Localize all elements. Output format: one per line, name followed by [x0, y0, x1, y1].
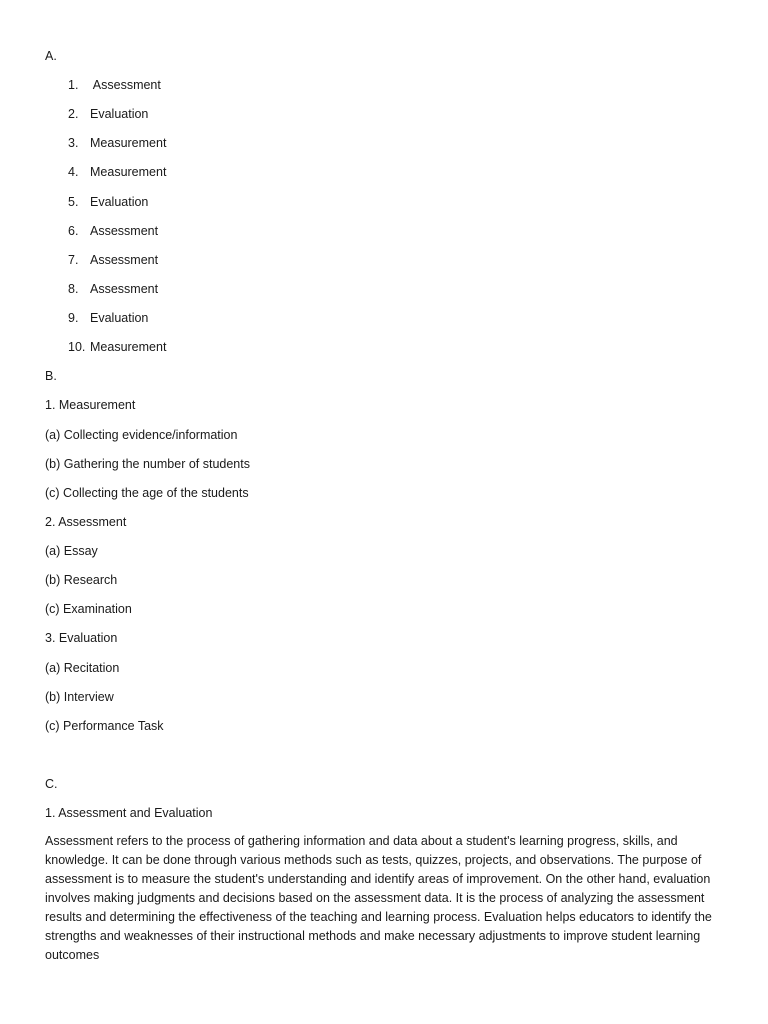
section-b-line: (a) Collecting evidence/information [45, 428, 238, 442]
section-c-paragraph: Assessment refers to the process of gathering information and data about a student's learning progress, skills, and knowledge. It can be done through various methods such as tests, quizzes, projects, and observations. The purpose of assessment is to measure the student's understanding and identify areas of improvement. On the other hand, evaluation involves making judgments and decisions based on the assessment data. It is the process of analyzing the assessment results and determining the effectiveness of the teaching and learning process. Evaluation helps educators to identify the strengths and weaknesses of their instructional methods and make necessary adjustments to improve student learning outcomes [45, 834, 712, 962]
list-item [68, 164, 166, 180]
list-item [68, 223, 158, 239]
list-item-text: Assessment [90, 78, 161, 92]
list-item-number: 9. [68, 311, 79, 325]
section-a-heading: A. [45, 49, 57, 63]
list-item-text: Measurement [90, 165, 167, 179]
section-b-line: (c) Collecting the age of the students [45, 486, 249, 500]
list-item-text: Evaluation [90, 195, 149, 209]
section-b-line: (c) Examination [45, 602, 132, 616]
section-b-line: (c) Performance Task [45, 719, 164, 733]
section-b-line: (b) Interview [45, 690, 114, 704]
list-item [68, 194, 148, 210]
list-item-number: 1. [68, 78, 79, 92]
list-item [68, 339, 166, 355]
section-b-line: (b) Research [45, 573, 118, 587]
section-b-line: (a) Essay [45, 544, 98, 558]
list-item [68, 77, 161, 93]
section-c-heading: C. [45, 777, 58, 791]
list-item [68, 310, 148, 326]
list-item-number: 5. [68, 195, 79, 209]
section-b-line: 3. Evaluation [45, 631, 118, 645]
list-item-number: 3. [68, 136, 79, 150]
list-item [68, 106, 148, 122]
section-c-subheading: 1. Assessment and Evaluation [45, 806, 213, 820]
section-b-line: (b) Gathering the number of students [45, 457, 250, 471]
list-item-text: Evaluation [90, 107, 149, 121]
list-item-text: Assessment [90, 253, 159, 267]
section-b-heading: B. [45, 369, 57, 383]
list-item [68, 135, 166, 151]
section-b-line: 1. Measurement [45, 398, 136, 412]
list-item-text: Assessment [90, 282, 159, 296]
section-b-line: (a) Recitation [45, 661, 120, 675]
section-b-line: 2. Assessment [45, 515, 127, 529]
list-item-text: Assessment [90, 224, 159, 238]
list-item-number: 2. [68, 107, 79, 121]
list-item-text: Evaluation [90, 311, 149, 325]
list-item-number: 7. [68, 253, 79, 267]
list-item-number: 4. [68, 165, 79, 179]
list-item [68, 252, 158, 268]
list-item-text: Measurement [90, 136, 167, 150]
list-item-text: Measurement [90, 340, 167, 354]
list-item-number: 6. [68, 224, 79, 238]
list-item-number: 8. [68, 282, 79, 296]
list-item [68, 281, 158, 297]
list-item-number: 10. [68, 340, 86, 354]
